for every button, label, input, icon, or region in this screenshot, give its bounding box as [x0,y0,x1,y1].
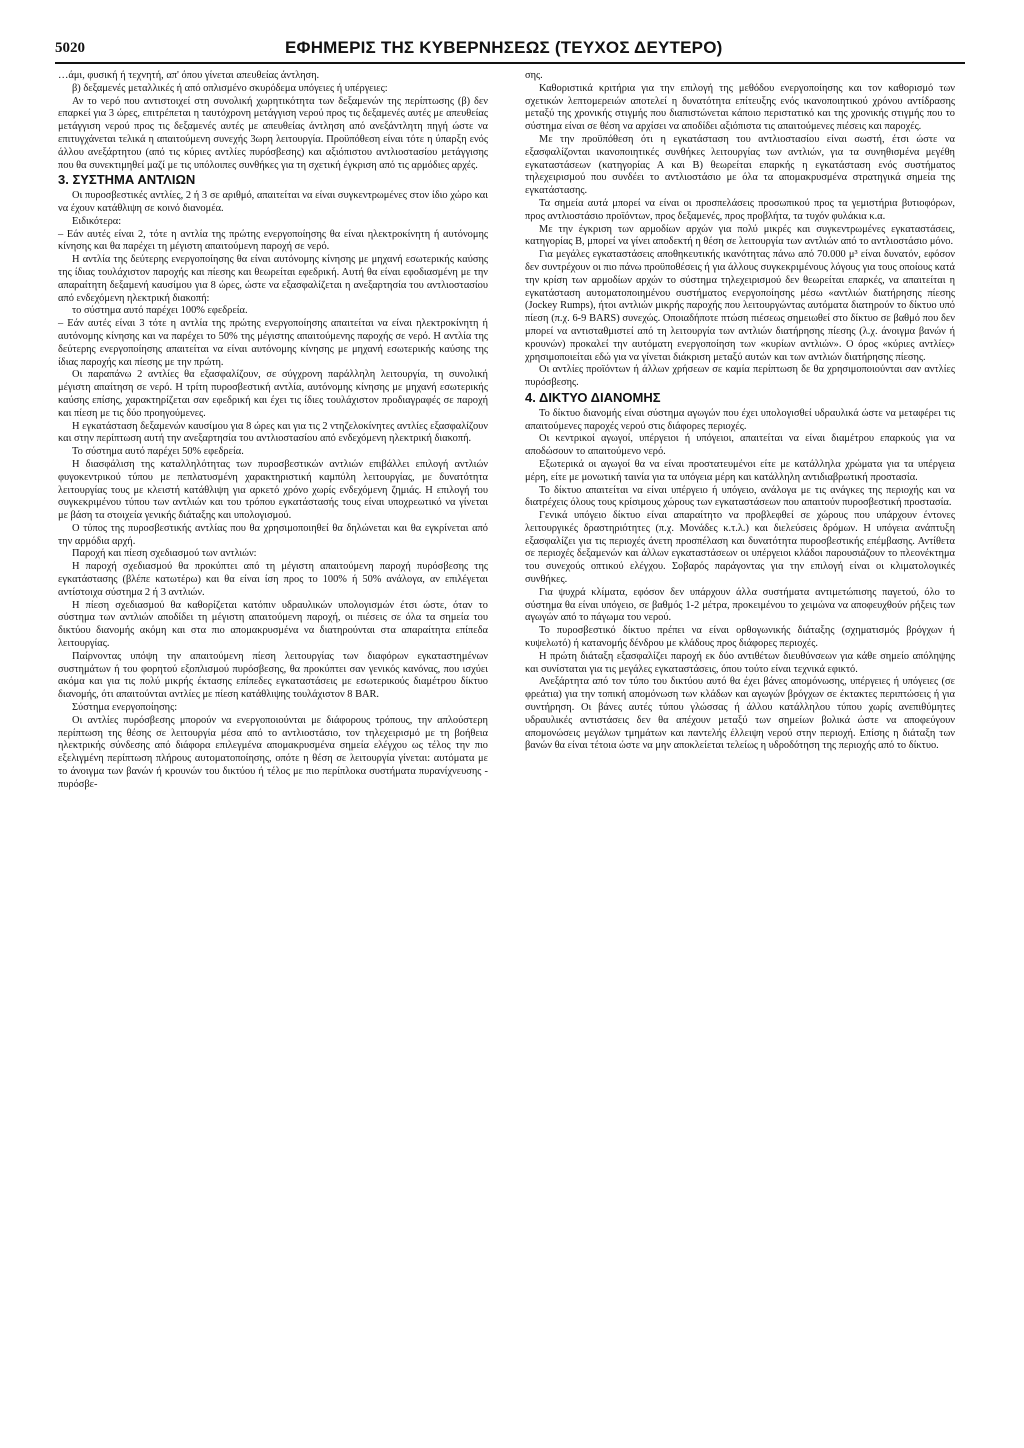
paragraph: Η διασφάλιση της καταλληλότητας των πυροσβεστικών αντλιών επιβάλλει επιλογή αντλιών φυγοκεντρικού τύπου με πεπλατυσμένη χαρακτηριστική καμπύλη λειτουργίας, με δυνατότητα λειτουργίας τους με κλειστή κατάθλιψη για αρκετό χρόνο χωρίς ενδεχόμενη ζημιάς. Η επιλογή του συγκεκριμένου τύπου των αντλιών και του τρόπου εγκατάστασής τους είναι υποχρεωτικό να γίνεται με βάση τα στοιχεία γενικής διάταξης και υπολογισμού. [58,458,488,522]
paragraph: – Εάν αυτές είναι 2, τότε η αντλία της πρώτης ενεργοποίησης θα είναι ηλεκτροκίνητη ή αυτόνομης κίνησης και θα παρέχει τη μέγιστη απαιτούμενη παροχή σε νερό. [58,228,488,253]
paragraph: Γενικά υπόγειο δίκτυο είναι απαραίτητο να προβλεφθεί σε χώρους που υπάρχουν έντονες λειτουργικές δραστηριότητες (π.χ. Μονάδες κ.τ.λ.) και διελεύσεις δρόμων. Η υπόγεια ανάπτυξη εξασφαλίζει για τις περιοχές άνετη προσπέλαση και δυνατότητα πυροσβεστικής επέμβασης. Αντίθετα σε περιοχές δεξαμενών και άλλων εγκαταστάσεων οι υπέργειοι κλάδοι παρουσιάζουν το πλεονέκτημα του συνεχούς οπτικού ελέγχου. Σοβαρός παράγοντας για την επιλογή είναι οι κλιματολογικές συνθήκες. [525,510,955,586]
paragraph: Για ψυχρά κλίματα, εφόσον δεν υπάρχουν άλλα συστήματα αντιμετώπισης παγετού, όλο το σύστημα θα είναι υπόγειο, σε βαθμός 1-2 μέτρα, προκειμένου το χειμώνα να αποφευχθούν ρήξεις των αγωγών από το πάγωμα του νερού. [525,586,955,624]
paragraph: Εξωτερικά οι αγωγοί θα να είναι προστατευμένοι είτε με κατάλληλα χρώματα για τα υπέργεια μέρη, είτε με μονωτική ταινία για τα υπόγεια μέρη και κατάλληλη αντιδιαβρωτική προστασία. [525,458,955,483]
paragraph: Η πρώτη διάταξη εξασφαλίζει παροχή εκ δύο αντιθέτων διευθύνσεων για κάθε σημείο απόληψης και συνίσταται για τις μεγάλες εγκαταστάσεις, όπου τούτο είναι τεχνικά εφικτό. [525,650,955,675]
paragraph: Παίρνοντας υπόψη την απαιτούμενη πίεση λειτουργίας των διαφόρων εγκαταστημένων συστημάτων ή του φορητού εξοπλισμού πυρόσβεσης, θα προκύπτει σαν γενικός κανόνας, που ισχύει ακόμα και για τις πολύ μικρής έκτασης επίπεδες εγκαταστάσεις με εσωτερικούς διαμέτρου δίκτυο διανομής, ότι απαιτούνται αντλίες με πίεση κατάθλιψης τουλάχιστον 8 BAR. [58,650,488,701]
paragraph: Το δίκτυο διανομής είναι σύστημα αγωγών που έχει υπολογισθεί υδραυλικά ώστε να μεταφέρει τις απαιτούμενες παροχές νερού στις διάφορες περιοχές. [525,407,955,432]
paragraph: Οι κεντρικοί αγωγοί, υπέργειοι ή υπόγειοι, απαιτείται να είναι διαμέτρου επαρκούς για να αποδώσουν το απαιτούμενο νερό. [525,433,955,458]
paragraph: Τα σημεία αυτά μπορεί να είναι οι προσπελάσεις προσωπικού προς τα γεμιστήρια βυτιοφόρων, προς αντλιοστάσιο προϊόντων, προς δεξαμενές, προς προβλήτα, τα τυχόν φυλάκια κ.α. [525,197,955,222]
paragraph: Αν το νερό που αντιστοιχεί στη συνολική χωρητικότητα των δεξαμενών της περίπτωσης (β) δεν επαρκεί για 3 ώρες, επιτρέπεται η ταυτόχρονη μετάγγιση νερού προς τις δεξαμενές αυτές με απευθείας μετάγγιση νερού προς τις δεξαμενές αυτές με απευθείας άντληση από ανεξάντλητη πηγή ώστε να επιτυγχάνεται τελικά η απαιτούμενη συνεχής 3ωρη λειτουργία. Προϋπόθεση είναι τότε η ύπαρξη ενός άλλου ανεξάρτητου (από τις κύριες αντλίες πυρόσβεσης) και αξιόπιστου αντλιοστασίου μετάγγισης που θα συνεκτιμηθεί μαζί με τις υπόλοιπες συνθήκες για τη σχετική έγκριση από τις αρμόδιες αρχές. [58,95,488,171]
left-column [58,70,488,792]
paragraph: Παροχή και πίεση σχεδιασμού των αντλιών: [72,548,257,560]
paragraph: Οι παραπάνω 2 αντλίες θα εξασφαλίζουν, σε σύγχρονη παράλληλη λειτουργία, τη συνολική μέγιστη απαίτηση σε νερό. Η τρίτη πυροσβεστική αντλία, αυτόνομης κίνησης με μηχανή εσωτερικής καύσης επίσης, χαρακτηρίζεται σαν εφεδρική και έχει τις ίδιες τουλάχιστον προδιαγραφές σε παροχή και πίεση με τις δύο προηγούμενες. [58,369,488,419]
section-heading: 3. ΣΥΣΤΗΜΑ ΑΝΤΛΙΩΝ [58,172,196,188]
paragraph: Η πίεση σχεδιασμού θα καθορίζεται κατόπιν υδραυλικών υπολογισμών έτσι ώστε, όταν το σύστημα των αντλιών αποδίδει τη μέγιστη απαιτούμενη παροχή, οι πιέσεις σε όλα τα σημεία του δικτύου διανομής ακόμη και στα πιο απομακρυσμένα να διατηρούνται στα απαραίτητα επίπεδα λειτουργίας. [58,599,488,650]
gazette-title: ΕΦΗΜΕΡΙΣ ΤΗΣ ΚΥΒΕΡΝΗΣΕΩΣ (ΤΕΥΧΟΣ ΔΕΥΤΕΡΟ) [285,38,723,57]
paragraph: Το δίκτυο απαιτείται να είναι υπέργειο ή υπόγειο, ανάλογα με τις ανάγκες της περιοχής και να διατρέχεις όλους τους κρίσιμους χώρους των εγκαταστάσεων που απαιτούν πυροσβεστική προστασία. [525,484,955,509]
paragraph: Σύστημα ενεργοποίησης: [72,702,178,714]
page-header [55,34,965,64]
paragraph: – Εάν αυτές είναι 3 τότε η αντλία της πρώτης ενεργοποίησης απαιτείται να είναι ηλεκτροκίνητη ή αυτόνομης κίνησης και να παρέχει το 50% της μέγιστης απαιτούμενης παροχής σε νερό. Η αντλία της δεύτερης ενεργοποίησης απαιτείται να είναι αυτόνομης κίνησης με μηχανή εσωτερικής καύσης της ίδιας παροχής και πίεσης με την πρώτη. [58,318,488,368]
paragraph: Η αντλία της δεύτερης ενεργοποίησης θα είναι αυτόνομης κίνησης με μηχανή εσωτερικής καύσης της ίδιας τουλάχιστον παροχής και πίεσης και θεωρείται εφεδρική. Αυτή θα είναι εφοδιασμένη με την απαραίτητη δεξαμενή καυσίμου για 8 ώρες, ώστε να εξασφαλίζεται η ανεξαρτησία του αντλιοστασίου από ενδεχόμενη ηλεκτρική διακοπή: [58,254,488,304]
section-heading: 4. ΔΙΚΤΥΟ ΔΙΑΝΟΜΗΣ [525,389,661,405]
paragraph: Με την έγκριση των αρμοδίων αρχών για πολύ μικρές και συγκεντρωμένες εγκαταστάσεις, κατηγορίας Β, μπορεί να γίνει αποδεκτή η θέση σε λειτουργία των αντλιών από το αντλιοστάσιο μόνο. [525,223,955,248]
paragraph: Οι αντλίες προϊόντων ή άλλων χρήσεων σε καμία περίπτωση δε θα χρησιμοποιούνται σαν αντλίες πυρόσβεσης. [525,364,955,389]
paragraph: Καθοριστικά κριτήρια για την επιλογή της μεθόδου ενεργοποίησης και τον καθορισμό των σχετικών λεπτομερειών αποτελεί η δυνατότητα επίτευξης ενός ικανοποιητικού χρόνου αντίδρασης μεταξύ της χρονικής στιγμής που διαπιστώνεται κάποιο περιστατικό και της χρονικής στιγμής που το σύστημα είναι σε θέση να αρχίσει να αποδίδει αξιόπιστα τις απαιτούμενες πιέσεις και παροχές. [525,82,955,133]
paragraph: Οι αντλίες πυρόσβεσης μπορούν να ενεργοποιούνται με διάφορους τρόπους, την απλούστερη περίπτωση της θέσης σε λειτουργία μέσα από το αντλιοστάσιο, τον τηλεχειρισμό με τη βοήθεια ηλεκτρικής σύνδεσης από διάφορα επιλεγμένα απομακρυσμένα σημεία ελέγχου ως τέλος την πιο εξελιγμένη περίπτωση πλήρους αυτοματοποίησης, οπότε η θέση σε λειτουργία γίνεται: αυτόματα με το άνοιγμα των βανών ή κρουνών του δικτύου ή τέλος με πιο περίπλοκα συστήματα πυρανίχνευσης - πυρόσβε- [58,714,488,790]
paragraph: Το σύστημα αυτό παρέχει 50% εφεδρεία. [72,446,244,458]
paragraph: Η εγκατάσταση δεξαμενών καυσίμου για 8 ώρες και για τις 2 ντηζελοκίνητες αντλίες εξασφαλίζουν και στην περίπτωση αυτή την ανεξαρτησία του αντλιοστασίου από ενδεχόμενη ηλεκτρική διακοπή. [58,420,488,445]
header-rule [55,62,965,64]
paragraph: Το πυροσβεστικό δίκτυο πρέπει να είναι ορθογωνικής διάταξης (σχηματισμός βρόγχων ή κυψελωτό) ή κατανομής δένδρου με κλάδους προς διάφορες περιοχές. [525,625,955,650]
paragraph: Οι πυροσβεστικές αντλίες, 2 ή 3 σε αριθμό, απαιτείται να είναι συγκεντρωμένες στον ίδιο χώρο και να έχουν κατάθλιψη σε κοινό διανομέα. [58,190,488,214]
paragraph: Με την προϋπόθεση ότι η εγκατάσταση του αντλιοστασίου είναι σωστή, έτσι ώστε να εξασφαλίζονται ικανοποιητικές συνθήκες λειτουργίας των αντλιών, για τα συνηθισμένα μεγέθη εγκαταστάσεων (κατηγορίας Α και Β) θεωρείται επαρκής η εγκατάσταση ενός συστήματος τηλεχειρισμού που συνδέει το αντλιοστάσιο με όλα τα απομακρυσμένα στρατηγικά σημεία της εγκατάστασης. [525,133,955,197]
paragraph: Για μεγάλες εγκαταστάσεις αποθηκευτικής ικανότητας πάνω από 70.000 μ³ είναι δυνατόν, εφόσον δεν συντρέχουν οι πιο πάνω προϋποθέσεις ή για άλλους συγκεκριμένους λόγους για τους οποίους κατά την κρίση των αρμοδίων αρχών το σύστημα τηλεχειρισμού δεν θεωρείται επαρκές, να απαιτείται η εγκατάσταση αυτοματοποιημένου συστήματος ενεργοποίησης μέσω «αντλιών διατήρησης πίεσης (Jockey Rumps), ήτοι αντλιών μικρής παροχής που λειτουργώντας αυτόματα διατηρούν το δίκτυο υπό πίεση (π.χ. 6-9 BARS) συνεχώς. Οποιαδήποτε πτώση πιέσεως σημειωθεί στο δίκτυο σε βαθμό που δεν μπορεί να αντισταθμιστεί από τη λειτουργία των αντλιών διατήρησης πίεσης (λ.χ. άνοιγμα βανών ή κρουνών) προκαλεί την αυτόματη ενεργοποίηση των «κυρίων αντλιών». Ο όρος «κύριες αντλίες» χρησιμοποιείται εδώ για να γίνεται διάκριση μεταξύ αυτών και των αντλιών διατήρησης πίεσης. [525,249,955,363]
paragraph: Ο τύπος της πυροσβεστικής αντλίας που θα χρησιμοποιηθεί θα δηλώνεται και θα εγκρίνεται από την αρμόδια αρχή. [58,522,488,547]
paragraph: Ειδικότερα: [72,215,122,227]
paragraph: …άμι, φυσική ή τεχνητή, απ' όπου γίνεται απευθείας άντληση. [58,70,320,81]
paragraph: β) δεξαμενές μεταλλικές ή από οπλισμένο σκυρόδεμα υπόγειες ή υπέργειες: [72,82,388,94]
page-number: 5020 [55,40,85,56]
paragraph: Η παροχή σχεδιασμού θα προκύπτει από τη μέγιστη απαιτούμενη παροχή πυρόσβεσης της εγκατάστασης (βλέπε κατωτέρω) και θα είναι ίση προς το 100% ή 50% ανάλογα, αν επιλέγεται αντίστοιχα σύστημα 2 ή 3 αντλιών. [58,561,488,598]
paragraph: σης. [525,70,543,81]
paragraph: το σύστημα αυτό παρέχει 100% εφεδρεία. [72,305,248,317]
right-column [525,70,955,753]
paragraph: Ανεξάρτητα από τον τύπο του δικτύου αυτό θα έχει βάνες απομόνωσης, υπέργειες ή υπόγειες (σε φρεάτια) για την τοπική απομόνωση των κλάδων και αγωγών βρόγχων σε έκτακτες περιπτώσεις ή για συντήρηση. Οι βάνες αυτές τύπου γλώσσας ή άλλου κατάλληλου τύπου χωρίς ανεπιθύμητες υδραυλικές αντιστάσεις δεν θα απέχουν μεταξύ των σημείων βολικά ώστε να αποφεύγουν απομονώσεις μεγάλων τμημάτων και παντελής έλλειψη νερού στην περιοχή. Επίσης η διάταξη των βανών θα είναι τέτοια ώστε να μην αποκλείεται τελείως η υδροδότηση της περιοχής από το δίκτυο. [525,676,955,752]
